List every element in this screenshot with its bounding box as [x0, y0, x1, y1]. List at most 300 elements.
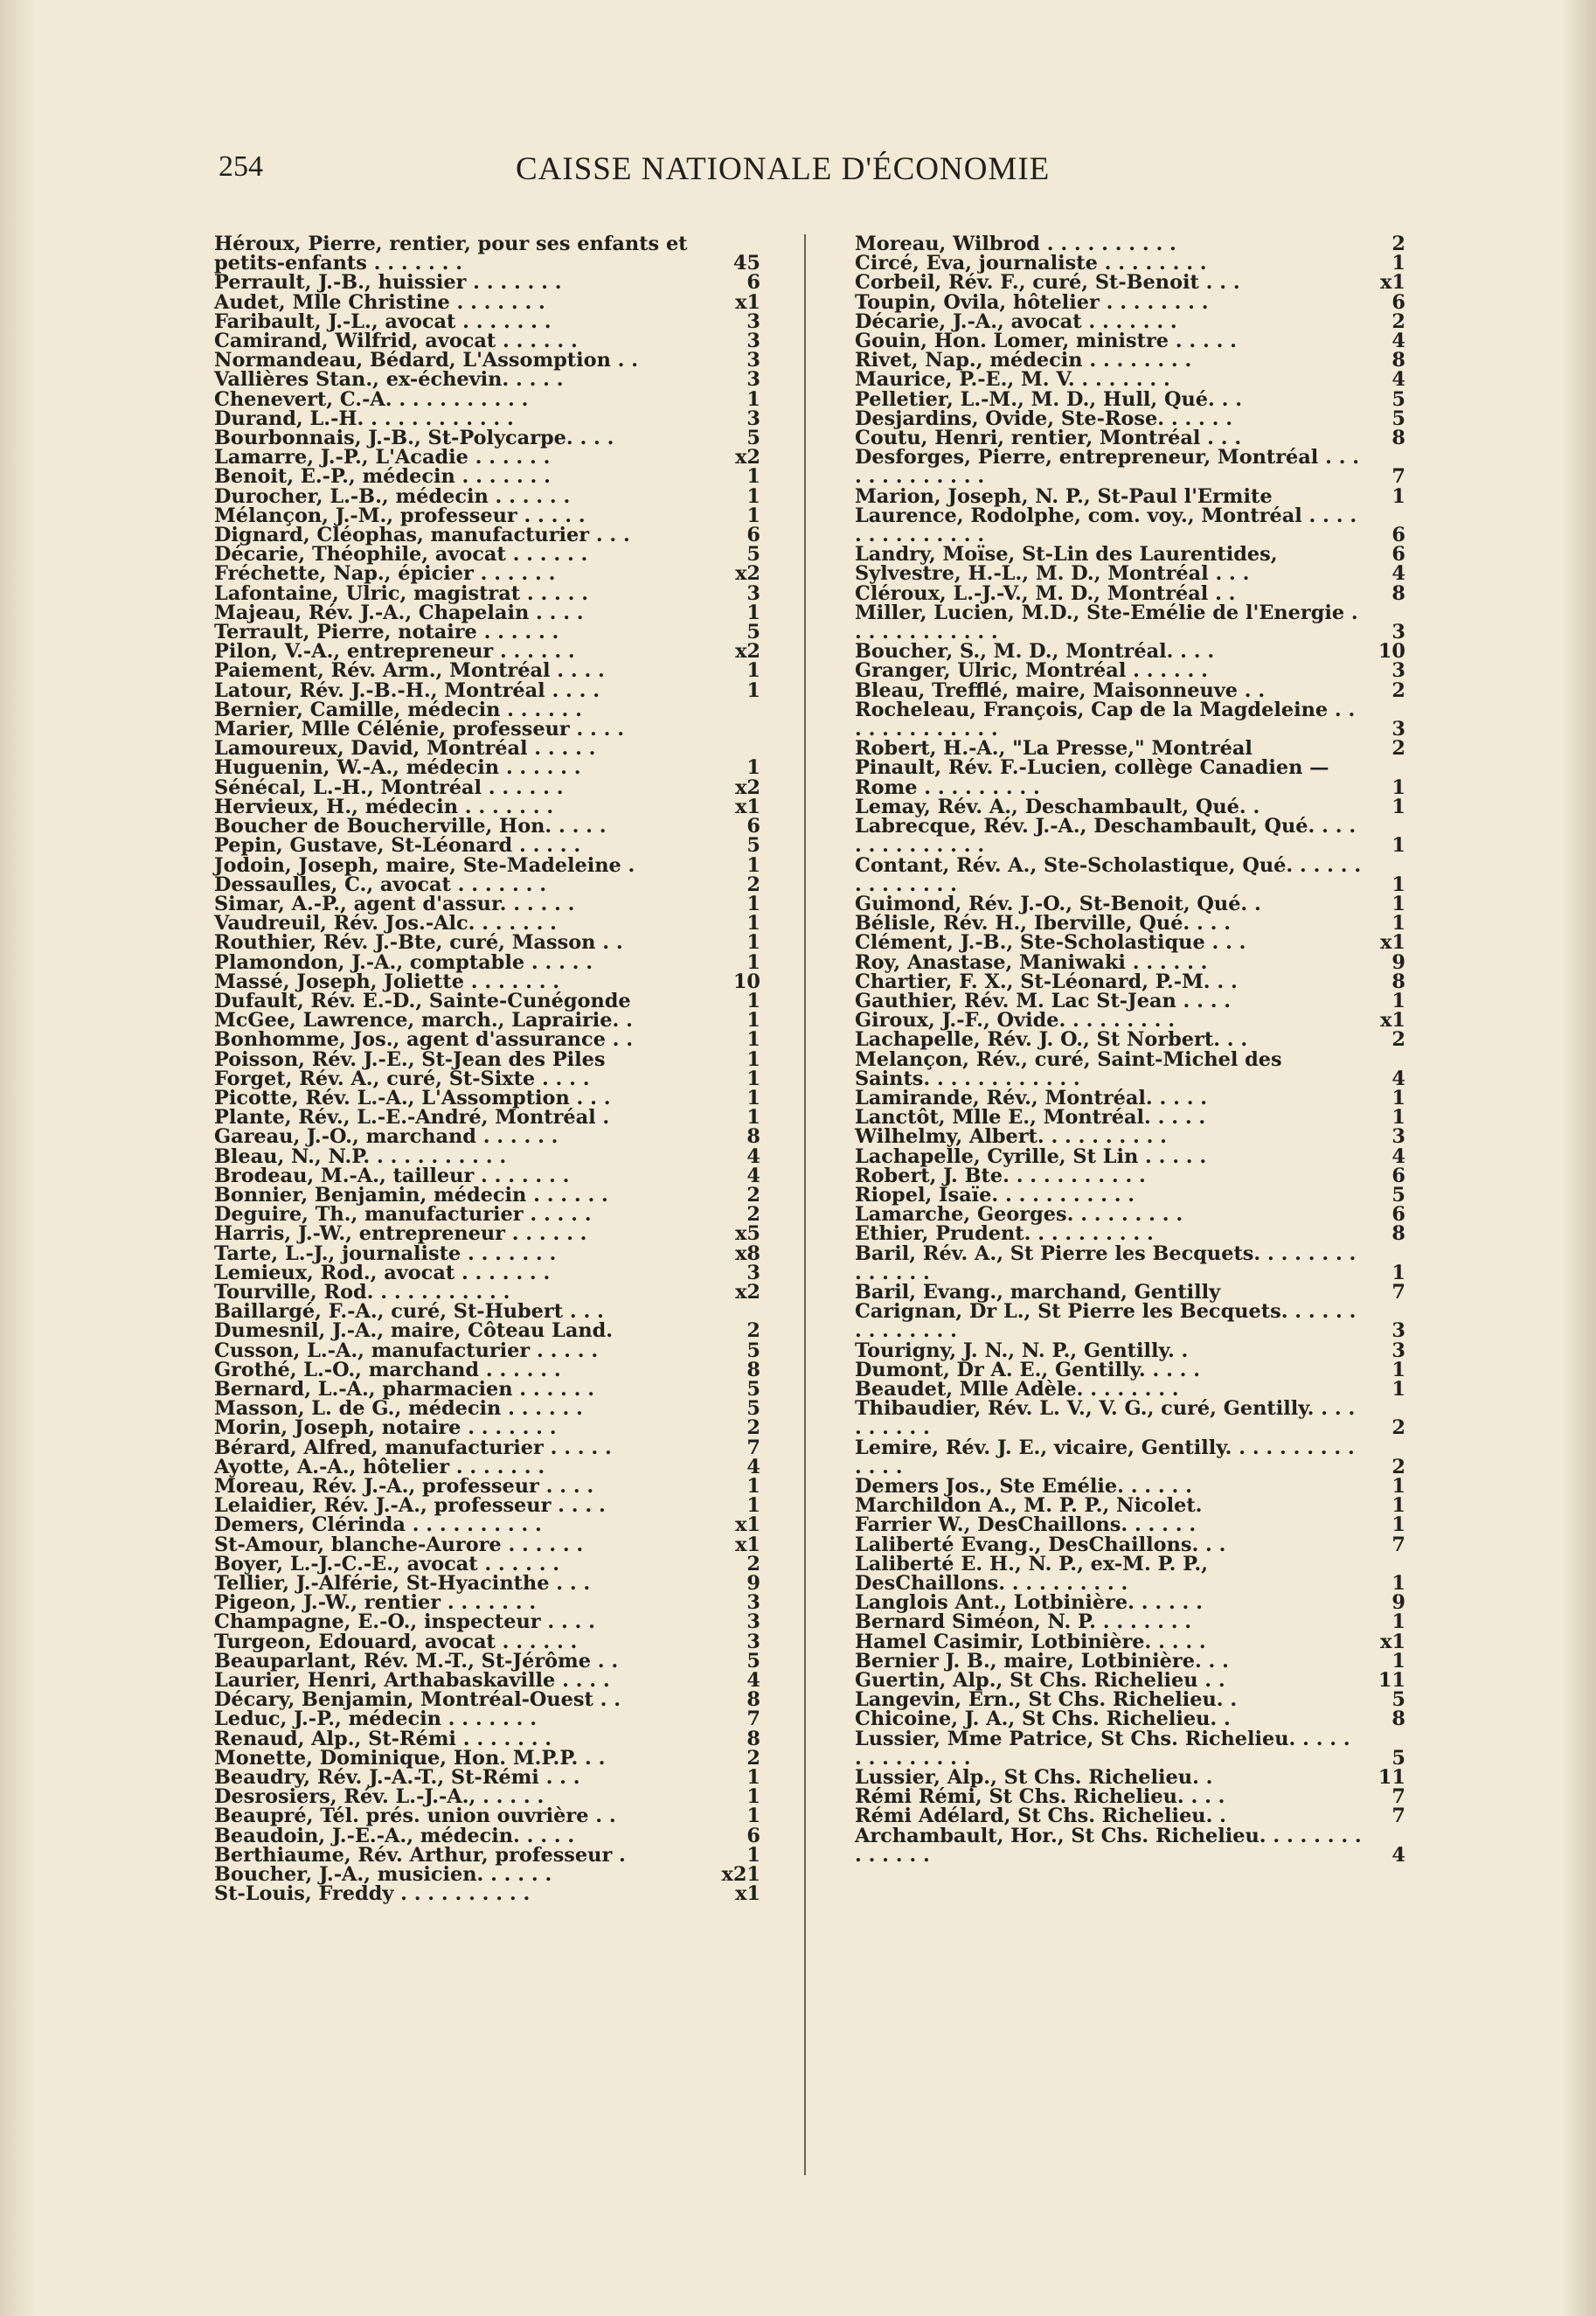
entry-count: 1: [746, 1009, 760, 1033]
entry-name: Lafontaine, Ulric, magistrat . . . . .: [214, 581, 589, 605]
entry-name: Tarte, L.-J., journaliste . . . . . . .: [214, 1241, 557, 1265]
entry-count: 4: [746, 1669, 760, 1693]
entry-name: Pepin, Gustave, St-Léonard . . . . .: [214, 834, 581, 858]
entry-name: Cusson, L.-A., manufacturier . . . . .: [214, 1339, 599, 1362]
list-item: [855, 254, 1405, 273]
list-item: [214, 1649, 760, 1673]
entry-count: 2: [1391, 1455, 1405, 1478]
list-item: [214, 1882, 760, 1906]
entry-count: x1: [1380, 271, 1405, 295]
entry-name: Dufault, Rév. E.-D., Sainte-Cunégonde: [214, 989, 631, 1012]
list-item: [214, 1554, 760, 1574]
entry-name: Latour, Rév. J.-B.-H., Montréal . . . .: [214, 678, 600, 702]
page-edge-shadow-left: [0, 0, 35, 2316]
entry-count: 2: [746, 1746, 760, 1770]
entry-name: Langlois Ant., Lotbinière. . . . . .: [855, 1591, 1203, 1615]
entry-name: Forget, Rév. A., curé, St-Sixte . . . .: [214, 1067, 590, 1090]
list-item: [214, 465, 760, 489]
list-item: [214, 817, 760, 836]
entry-count: 8: [1391, 427, 1405, 450]
entry-name: Bonhomme, Jos., agent d'assurance . .: [214, 1028, 634, 1052]
list-item: [214, 1360, 760, 1380]
entry-name: Sylvestre, H.-L., M. D., Montréal . . .: [855, 562, 1250, 586]
entry-count: 2: [746, 1416, 760, 1440]
list-item: [214, 640, 760, 664]
list-item: [214, 1222, 760, 1246]
list-item: [855, 972, 1405, 991]
entry-name: Granger, Ulric, Montréal . . . . . .: [855, 659, 1208, 683]
entry-count: 5: [1391, 1688, 1405, 1712]
entry-name: Beaupré, Tél. prés. union ouvrière . .: [214, 1805, 616, 1828]
list-item: [214, 581, 760, 605]
list-item: [214, 1144, 760, 1168]
entry-count: 1: [1391, 1106, 1405, 1130]
list-item: [855, 1222, 1405, 1246]
entry-name: Bernier, Camille, médecin . . . . . .: [214, 698, 582, 721]
entry-count: 3: [746, 1610, 760, 1634]
entry-count: 1: [746, 1805, 760, 1828]
list-item: [214, 834, 760, 858]
entry-count: 1: [746, 659, 760, 683]
entry-count: 4: [746, 1144, 760, 1168]
entry-count: 3: [746, 1261, 760, 1284]
list-item: [214, 720, 760, 739]
entry-name: Roy, Anastase, Maniwaki . . . . . .: [855, 950, 1208, 974]
entry-count: 6: [746, 524, 760, 547]
entry-count: 5: [1391, 1183, 1405, 1207]
entry-name: Laurence, Rodolphe, com. voy., Montréal . . . . . . . . . . . . . .: [855, 504, 1357, 547]
list-item: [214, 351, 760, 370]
entry-count: 10: [732, 970, 760, 993]
list-item: [214, 875, 760, 894]
entry-count: 1: [1391, 1475, 1405, 1498]
entry-count: x2: [735, 640, 760, 664]
entry-count: 6: [1391, 543, 1405, 567]
entry-name: Dessaulles, C., avocat . . . . . . .: [214, 873, 546, 896]
entry-name: Lamoureux, David, Montréal . . . . .: [214, 737, 596, 761]
entry-name: Toupin, Ovila, hôtelier . . . . . . . .: [855, 290, 1209, 314]
list-item: [214, 1766, 760, 1790]
entry-count: 8: [1391, 1707, 1405, 1731]
entry-name: Contant, Rév. A., Ste-Scholastique, Qué. . . . . . . . . . . . . .: [855, 853, 1362, 896]
entry-count: 2: [746, 1203, 760, 1227]
entry-name: Paiement, Rév. Arm., Montréal . . . .: [214, 659, 605, 683]
entry-count: 1: [746, 1766, 760, 1790]
entry-count: 6: [746, 815, 760, 838]
entry-count: 1: [1391, 252, 1405, 275]
entry-count: 4: [1391, 1144, 1405, 1168]
entry-count: 1: [746, 931, 760, 955]
entry-count: 5: [1391, 1746, 1405, 1770]
list-item: [855, 581, 1405, 605]
entry-name: Moreau, Wilbrod . . . . . . . . . .: [855, 233, 1176, 255]
entry-count: 8: [1391, 1222, 1405, 1246]
entry-count: 1: [1391, 1377, 1405, 1401]
entry-name: Dumont, Dr A. E., Gentilly. . . . .: [855, 1358, 1201, 1381]
entry-name: Masson, L. de G., médecin . . . . . .: [214, 1397, 583, 1421]
entry-name: Audet, Mlle Christine . . . . . . .: [214, 290, 545, 314]
entry-count: 6: [1391, 524, 1405, 547]
entry-name: Pinault, Rév. F.-Lucien, collège Canadien — Rome . . . . . . . . .: [855, 756, 1329, 799]
list-item: [214, 1863, 760, 1887]
list-item: [214, 991, 760, 1011]
list-item: [214, 562, 760, 586]
entry-count: 5: [746, 834, 760, 858]
entry-name: Lemieux, Rod., avocat . . . . . . .: [214, 1261, 551, 1284]
list-item: [214, 914, 760, 933]
entry-count: x1: [1380, 931, 1405, 955]
entry-count: 7: [746, 1707, 760, 1731]
entry-name: Lanctôt, Mlle E., Montréal. . . . .: [855, 1106, 1206, 1130]
list-item: [214, 972, 760, 991]
list-item: [855, 1125, 1405, 1149]
list-item: [214, 234, 760, 273]
entry-count: 1: [746, 465, 760, 489]
entry-count: 1: [746, 484, 760, 508]
entry-name: Demers, Clérinda . . . . . . . . . .: [214, 1513, 542, 1537]
entry-name: Dignard, Cléophas, manufacturier . . .: [214, 524, 630, 547]
entry-name: Durocher, L.-B., médecin . . . . . .: [214, 484, 571, 508]
entry-count: 5: [746, 1649, 760, 1673]
entry-name: Lachapelle, Rév. J. O., St Norbert. . .: [855, 1028, 1248, 1052]
entry-count: 6: [1391, 1203, 1405, 1227]
list-item: [214, 309, 760, 333]
list-item: [214, 1263, 760, 1283]
entry-count: 3: [1391, 659, 1405, 683]
entry-name: Miller, Lucien, M.D., Ste-Emélie de l'Energie . . . . . . . . . . . .: [855, 601, 1358, 644]
list-item: [214, 1069, 760, 1088]
entry-name: Beaudet, Mlle Adèle. . . . . . . .: [855, 1377, 1179, 1401]
entry-name: Baillargé, F.-A., curé, St-Hubert . . .: [214, 1300, 604, 1324]
page-title: CAISSE NATIONALE D'ÉCONOMIE: [516, 151, 1051, 187]
entry-name: Farrier W., DesChaillons. . . . . .: [855, 1513, 1197, 1537]
entry-count: 2: [746, 1183, 760, 1207]
list-item: [214, 409, 760, 428]
list-item: [214, 1591, 760, 1615]
list-item: [214, 1457, 760, 1477]
list-item: [214, 290, 760, 314]
entry-count: 5: [746, 621, 760, 644]
entry-count: x1: [1380, 1009, 1405, 1033]
entry-count: 6: [746, 1824, 760, 1847]
entry-count: 1: [1391, 484, 1405, 508]
list-item: [214, 603, 760, 622]
list-item: [214, 700, 760, 720]
entry-count: 4: [1391, 330, 1405, 353]
entry-name: Terrault, Pierre, notaire . . . . . .: [214, 621, 559, 644]
list-item: [214, 756, 760, 780]
list-item: [214, 797, 760, 817]
entry-name: Desjardins, Ovide, Ste-Rose. . . . . .: [855, 407, 1233, 430]
entry-count: 1: [746, 1067, 760, 1090]
entry-name: Laurier, Henri, Arthabaskaville . . . .: [214, 1669, 610, 1693]
list-item: [855, 331, 1405, 351]
entry-name: Tourigny, J. N., N. P., Gentilly. .: [855, 1339, 1189, 1362]
entry-name: Laliberté E. H., N. P., ex-M. P. P., DesChaillons. . . . . . . . . .: [855, 1552, 1208, 1596]
list-item: [855, 737, 1405, 761]
entry-name: Bélisle, Rév. H., Iberville, Qué. . . .: [855, 912, 1232, 935]
entry-name: Riopel, Isaïe. . . . . . . . . . .: [855, 1183, 1135, 1207]
list-item: [214, 1535, 760, 1554]
entry-name: Bleau, N., N.P. . . . . . . . . . .: [214, 1144, 507, 1168]
entry-name: Routhier, Rév. J.-Bte, curé, Masson . .: [214, 931, 623, 955]
list-item: [214, 1009, 760, 1033]
entry-count: 1: [746, 1028, 760, 1052]
list-item: [214, 1203, 760, 1227]
entry-count: 3: [1391, 1319, 1405, 1343]
list-item: [214, 1572, 760, 1596]
entry-count: 1: [746, 1785, 760, 1809]
entry-name: St-Amour, blanche-Aurore . . . . . .: [214, 1533, 584, 1556]
list-item: [214, 1785, 760, 1809]
entry-count: x2: [735, 562, 760, 586]
list-item: [855, 931, 1405, 955]
entry-count: x1: [735, 290, 760, 314]
entry-count: 5: [746, 543, 760, 567]
list-item: [855, 409, 1405, 428]
entry-count: 1: [1391, 834, 1405, 858]
page-edge-shadow-right: [1561, 0, 1596, 2316]
list-item: [214, 1806, 760, 1826]
entry-count: 1: [1391, 1649, 1405, 1673]
list-item: [855, 1494, 1405, 1518]
entry-count: 3: [746, 330, 760, 353]
entry-count: 2: [1391, 1416, 1405, 1440]
list-item: [855, 659, 1405, 683]
entry-name: Boucher, S., M. D., Montréal. . . .: [855, 640, 1215, 664]
entry-name: Guimond, Rév. J.-O., St-Benoit, Qué. .: [855, 892, 1261, 915]
entry-count: 4: [1391, 1067, 1405, 1090]
entry-name: Vaudreuil, Rév. Jos.-Alc. . . . . . .: [214, 912, 557, 935]
list-item: [214, 1513, 760, 1537]
list-item: [214, 931, 760, 955]
entry-count: 4: [1391, 368, 1405, 392]
entry-name: Langevin, Ern., St Chs. Richelieu. .: [855, 1688, 1238, 1712]
entry-count: 6: [746, 271, 760, 295]
list-item: [214, 622, 760, 642]
list-item: [855, 640, 1405, 664]
list-item: [214, 1319, 760, 1343]
entry-name: Giroux, J.-F., Ovide. . . . . . . . .: [855, 1009, 1175, 1033]
entry-count: 7: [1391, 1785, 1405, 1809]
list-item: [855, 1535, 1405, 1554]
list-item: [214, 1028, 760, 1052]
list-item: [214, 1300, 760, 1324]
entry-count: 45: [732, 252, 760, 275]
list-item: [214, 1632, 760, 1652]
entry-count: 3: [746, 309, 760, 333]
entry-count: 1: [1391, 912, 1405, 935]
list-item: [855, 815, 1405, 858]
entry-count: 1: [746, 1494, 760, 1518]
list-item: [214, 448, 760, 467]
entry-name: Wilhelmy, Albert. . . . . . . . . .: [855, 1125, 1167, 1149]
list-item: [855, 1341, 1405, 1360]
entry-name: Gareau, J.-O., marchand . . . . . .: [214, 1125, 559, 1149]
list-item: [855, 1669, 1405, 1693]
list-item: [855, 1632, 1405, 1652]
entry-name: Simar, A.-P., agent d'assur. . . . . .: [214, 892, 575, 915]
entry-count: 3: [746, 368, 760, 392]
list-item: [855, 1513, 1405, 1537]
entry-count: x2: [735, 1280, 760, 1304]
list-item: [214, 1416, 760, 1440]
entry-name: Marchildon A., M. P. P., Nicolet.: [855, 1494, 1203, 1518]
entry-count: x1: [735, 795, 760, 818]
entry-name: Monette, Dominique, Hon. M.P.P. . .: [214, 1746, 606, 1770]
entry-count: x2: [735, 775, 760, 799]
entry-name: Bernard Siméon, N. P. . . . . . . .: [855, 1610, 1192, 1634]
entry-count: 1: [746, 1106, 760, 1130]
entry-count: 2: [1391, 678, 1405, 702]
entry-name: Chicoine, J. A., St Chs. Richelieu. .: [855, 1707, 1231, 1731]
list-item: [855, 562, 1405, 586]
list-item: [214, 484, 760, 508]
entry-name: Pilon, V.-A., entrepreneur . . . . . .: [214, 640, 575, 664]
list-item: [214, 737, 760, 761]
entry-count: x21: [721, 1863, 760, 1887]
list-item: [214, 1826, 760, 1846]
list-item: [214, 525, 760, 545]
list-item: [214, 1397, 760, 1421]
entry-name: Corbeil, Rév. F., curé, St-Benoit . . .: [855, 271, 1240, 295]
list-item: [855, 1144, 1405, 1168]
entry-name: Bérard, Alfred, manufacturier . . . . .: [214, 1436, 612, 1459]
entry-name: Turgeon, Edouard, avocat . . . . . .: [214, 1630, 578, 1653]
entry-count: 7: [1391, 1533, 1405, 1556]
entry-name: Rémi Rémi, St Chs. Richelieu. . . .: [855, 1785, 1225, 1809]
entry-count: 2: [1391, 233, 1405, 255]
entry-count: x5: [735, 1222, 760, 1246]
entry-name: Lussier, Alp., St Chs. Richelieu. .: [855, 1766, 1213, 1790]
entry-count: 1: [746, 1475, 760, 1498]
entry-name: Cléroux, L.-J.-V., M. D., Montréal . .: [855, 581, 1236, 605]
entry-count: 8: [746, 1727, 760, 1750]
entry-name: Lelaidier, Rév. J.-A., professeur . . . .: [214, 1494, 606, 1518]
entry-count: 1: [746, 387, 760, 411]
list-item: [214, 1477, 760, 1496]
list-item: [855, 1028, 1405, 1052]
entry-count: 4: [746, 1164, 760, 1187]
entry-name: Hervieux, H., médecin . . . . . . .: [214, 795, 554, 818]
entry-name: Lachapelle, Cyrille, St Lin . . . . .: [855, 1144, 1207, 1168]
list-item: [214, 428, 760, 448]
entry-name: Gouin, Hon. Lomer, ministre . . . . .: [855, 330, 1237, 353]
list-item: [855, 1610, 1405, 1634]
list-item: [214, 659, 760, 683]
list-item: [214, 1280, 760, 1304]
entry-count: 2: [746, 873, 760, 896]
entry-count: x1: [1380, 1630, 1405, 1653]
entry-name: Ethier, Prudent. . . . . . . . . .: [855, 1222, 1154, 1246]
entry-count: 1: [746, 756, 760, 780]
entry-name: Lemire, Rév. J. E., vicaire, Gentilly. . . . . . . . . . . . . .: [855, 1436, 1355, 1478]
list-item: [855, 271, 1405, 295]
entry-name: Benoit, E.-P., médecin . . . . . . .: [214, 465, 551, 489]
entry-count: 4: [746, 1455, 760, 1478]
entry-name: Fréchette, Nap., épicier . . . . . .: [214, 562, 556, 586]
list-item: [855, 1785, 1405, 1809]
list-item: [855, 1203, 1405, 1227]
list-item: [855, 387, 1405, 411]
list-item: [855, 368, 1405, 392]
entry-name: Brodeau, M.-A., tailleur . . . . . . .: [214, 1164, 570, 1187]
list-item: [855, 603, 1405, 642]
entry-name: Lemay, Rév. A., Deschambault, Qué. .: [855, 795, 1260, 818]
list-item: [855, 1826, 1405, 1865]
entry-name: Robert, J. Bte. . . . . . . . . . .: [855, 1164, 1146, 1187]
list-item: [214, 1088, 760, 1108]
entry-count: 7: [746, 1436, 760, 1459]
entry-name: Faribault, J.-L., avocat . . . . . . .: [214, 309, 552, 333]
column-divider: [804, 234, 806, 2175]
list-item: [855, 1300, 1405, 1343]
entry-name: Marion, Joseph, N. P., St-Paul l'Ermite: [855, 484, 1273, 508]
entry-name: Massé, Joseph, Joliette . . . . . . .: [214, 970, 560, 993]
entry-name: Normandeau, Bédard, L'Assomption . .: [214, 349, 639, 372]
entry-name: Thibaudier, Rév. L. V., V. G., curé, Gentilly. . . . . . . . . .: [855, 1397, 1356, 1440]
list-item: [855, 1552, 1405, 1596]
entry-count: 4: [1391, 1843, 1405, 1867]
list-item: [855, 351, 1405, 370]
list-item: [855, 1360, 1405, 1380]
list-item: [214, 1669, 760, 1693]
entry-name: Durand, L.-H. . . . . . . . . . . .: [214, 407, 514, 430]
entry-count: 1: [746, 601, 760, 624]
entry-name: St-Louis, Freddy . . . . . . . . . .: [214, 1882, 531, 1906]
list-item: [214, 1610, 760, 1634]
entry-count: 6: [1391, 1164, 1405, 1187]
entry-name: Pigeon, J.-W., rentier . . . . . . .: [214, 1591, 537, 1615]
entry-name: Beaudry, Rév. J.-A.-T., St-Rémi . . .: [214, 1766, 580, 1790]
entry-count: 1: [1391, 892, 1405, 915]
entry-name: Picotte, Rév. L.-A., L'Assomption . . .: [214, 1086, 611, 1109]
entry-count: 1: [1391, 775, 1405, 799]
entry-count: x1: [735, 1513, 760, 1537]
entry-count: 2: [746, 1319, 760, 1343]
entry-name: Décary, Benjamin, Montréal-Ouest . .: [214, 1688, 621, 1712]
entry-count: x8: [735, 1241, 760, 1265]
entry-count: 10: [1377, 640, 1405, 664]
entry-count: 1: [746, 892, 760, 915]
entry-name: Baril, Evang., marchand, Gentilly: [855, 1280, 1221, 1304]
entry-count: 9: [746, 1572, 760, 1596]
entry-name: Rocheleau, François, Cap de la Magdeleine . . . . . . . . . . . . .: [855, 698, 1356, 741]
list-item: [855, 1477, 1405, 1496]
entry-count: x1: [735, 1533, 760, 1556]
entry-name: Lamarche, Georges. . . . . . . . .: [855, 1203, 1183, 1227]
entry-name: Renaud, Alp., St-Rémi . . . . . . .: [214, 1727, 552, 1750]
list-item: [214, 506, 760, 525]
list-item: [855, 756, 1405, 799]
list-item: [855, 991, 1405, 1011]
entry-count: 1: [746, 1086, 760, 1109]
entry-count: 8: [746, 1125, 760, 1149]
entry-count: 8: [746, 1688, 760, 1712]
entry-count: 3: [1391, 718, 1405, 741]
list-item: [214, 1183, 760, 1207]
entry-count: 8: [1391, 581, 1405, 605]
list-item: [855, 1377, 1405, 1401]
entry-name: Plante, Rév., L.-E.-André, Montréal .: [214, 1106, 610, 1130]
page-number: 254: [219, 150, 263, 183]
entry-name: Camirand, Wilfrid, avocat . . . . . .: [214, 330, 578, 353]
list-item: [214, 678, 760, 702]
entry-count: 7: [1391, 1805, 1405, 1828]
entry-count: 8: [746, 1358, 760, 1381]
list-item: [214, 1377, 760, 1401]
entry-count: 1: [746, 912, 760, 935]
